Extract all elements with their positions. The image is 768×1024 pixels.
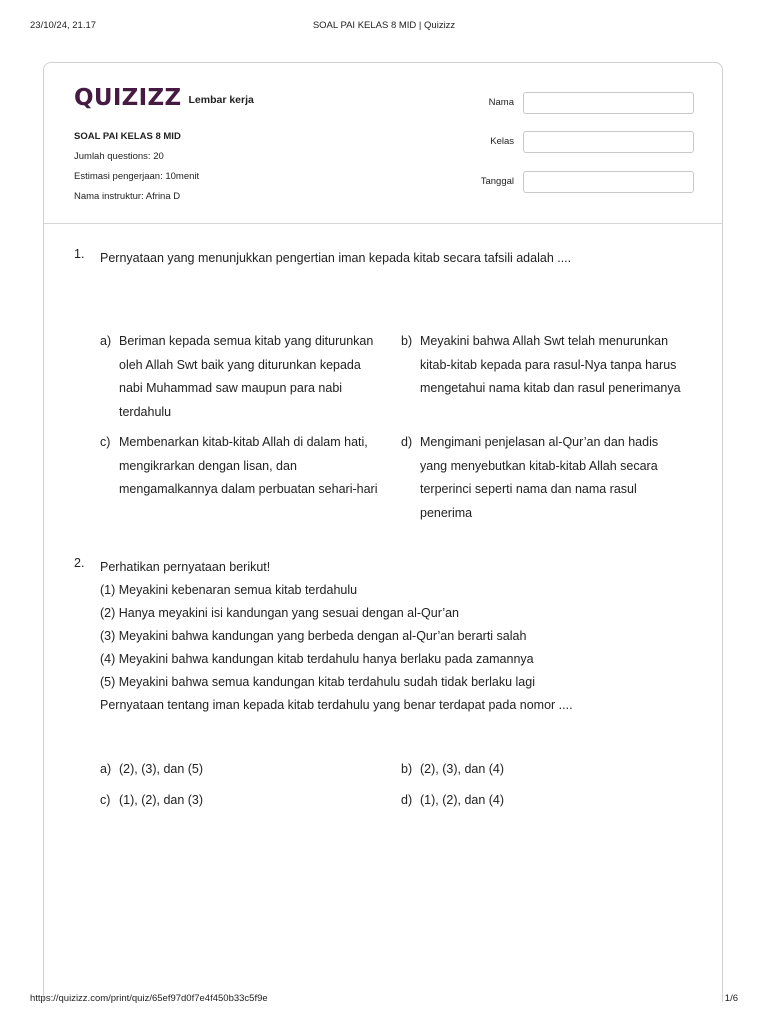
option-letter: c) — [100, 793, 111, 807]
option-line: (2), (3), dan (4) — [420, 762, 505, 776]
worksheet-header — [44, 63, 722, 224]
option-line: penerima — [420, 505, 473, 520]
option-line: terdahulu — [119, 404, 172, 419]
option-line: Meyakini bahwa Allah Swt telah menurunkan — [420, 334, 669, 348]
class-input[interactable] — [523, 131, 694, 153]
page-number: 1/6 — [724, 993, 738, 1004]
option-text — [119, 330, 373, 424]
option-line: (1), (2), dan (4) — [420, 793, 505, 807]
option-letter: b) — [401, 762, 413, 776]
question-line: (4) Meyakini bahwa kandungan kitab terdahulu hanya berlaku pada zamannya — [100, 652, 534, 666]
option-letter: a) — [100, 334, 112, 348]
question-line: (5) Meyakini bahwa semua kandungan kitab terdahulu sudah tidak berlaku lagi — [100, 675, 535, 689]
time-estimate: Estimasi pengerjaan: 10menit — [74, 171, 200, 182]
name-label: Nama — [488, 97, 514, 108]
option-text — [119, 431, 377, 502]
question-line: Pernyataan yang menunjukkan pengertian iman kepada kitab secara tafsili adalah .... — [100, 251, 572, 265]
option-letter: d) — [401, 793, 413, 807]
option-line: Mengimani penjelasan al-Qur’an dan hadis — [420, 435, 659, 449]
option-line: nabi Muhammad saw maupun para nabi — [119, 381, 343, 395]
class-field — [444, 131, 696, 155]
print-footer — [30, 993, 738, 1007]
option-text — [420, 330, 681, 401]
option-line: mengetahui nama kitab dan rasul penerimanya — [420, 381, 681, 395]
quiz-info — [74, 127, 199, 207]
question-text — [100, 556, 573, 717]
questions-count: Jumlah questions: 20 — [74, 151, 164, 162]
question-line: (3) Meyakini bahwa kandungan yang berbeda dengan al-Qur’an berarti salah — [100, 629, 527, 643]
option-text — [420, 789, 504, 813]
option-line: Membenarkan kitab-kitab Allah di dalam hati, — [119, 435, 368, 449]
print-page-title: SOAL PAI KELAS 8 MID | Quizizz — [312, 20, 456, 31]
class-label: Kelas — [490, 136, 514, 147]
option-letter: d) — [401, 435, 413, 449]
question-text — [100, 247, 571, 270]
option-text — [119, 789, 203, 813]
worksheet — [43, 62, 723, 1002]
print-url: https://quizizz.com/print/quiz/65ef97d0f7e4f450b33c5f9e — [30, 993, 268, 1004]
question-line: Perhatikan pernyataan berikut! — [100, 560, 271, 574]
question-line: Pernyataan tentang iman kepada kitab terdahulu yang benar terdapat pada nomor .... — [100, 698, 573, 712]
question-line: (2) Hanya meyakini isi kandungan yang sesuai dengan al-Qur’an — [100, 606, 460, 620]
print-header — [30, 20, 738, 34]
name-input[interactable] — [523, 92, 694, 114]
worksheet-label: Lembar kerja — [188, 93, 254, 106]
option-letter: a) — [100, 762, 112, 776]
option-text — [420, 431, 658, 525]
option-text — [119, 758, 203, 782]
name-field — [444, 92, 696, 116]
option-line: (2), (3), dan (5) — [119, 762, 204, 776]
option-line: terperinci seperti nama dan nama rasul — [420, 482, 637, 496]
option-line: (1), (2), dan (3) — [119, 793, 204, 807]
option-line: kitab-kitab kepada para rasul-Nya tanpa harus — [420, 357, 677, 372]
date-input[interactable] — [523, 171, 694, 193]
date-label: Tanggal — [480, 176, 514, 187]
option-text — [420, 758, 504, 782]
quizizz-logo — [74, 83, 254, 113]
quiz-title: SOAL PAI KELAS 8 MID — [74, 131, 181, 142]
option-letter: c) — [100, 435, 111, 449]
question-number: 1. — [74, 247, 85, 261]
option-line: oleh Allah Swt baik yang diturunkan kepada — [119, 357, 361, 372]
instructor-name: Nama instruktur: Afrina D — [74, 191, 181, 202]
option-line: mengikrarkan dengan lisan, dan — [119, 458, 297, 473]
option-line: yang menyebutkan kitab-kitab Allah secara — [420, 458, 658, 473]
option-letter: b) — [401, 334, 413, 348]
option-line: mengamalkannya dalam perbuatan sehari-hari — [119, 482, 378, 496]
option-line: Beriman kepada semua kitab yang diturunkan — [119, 334, 374, 348]
question-line: (1) Meyakini kebenaran semua kitab terdahulu — [100, 583, 358, 597]
date-field — [444, 171, 696, 195]
print-datetime: 23/10/24, 21.17 — [30, 20, 97, 31]
question-number: 2. — [74, 556, 85, 570]
logo-wordmark: QUIZIZZ — [74, 85, 182, 111]
